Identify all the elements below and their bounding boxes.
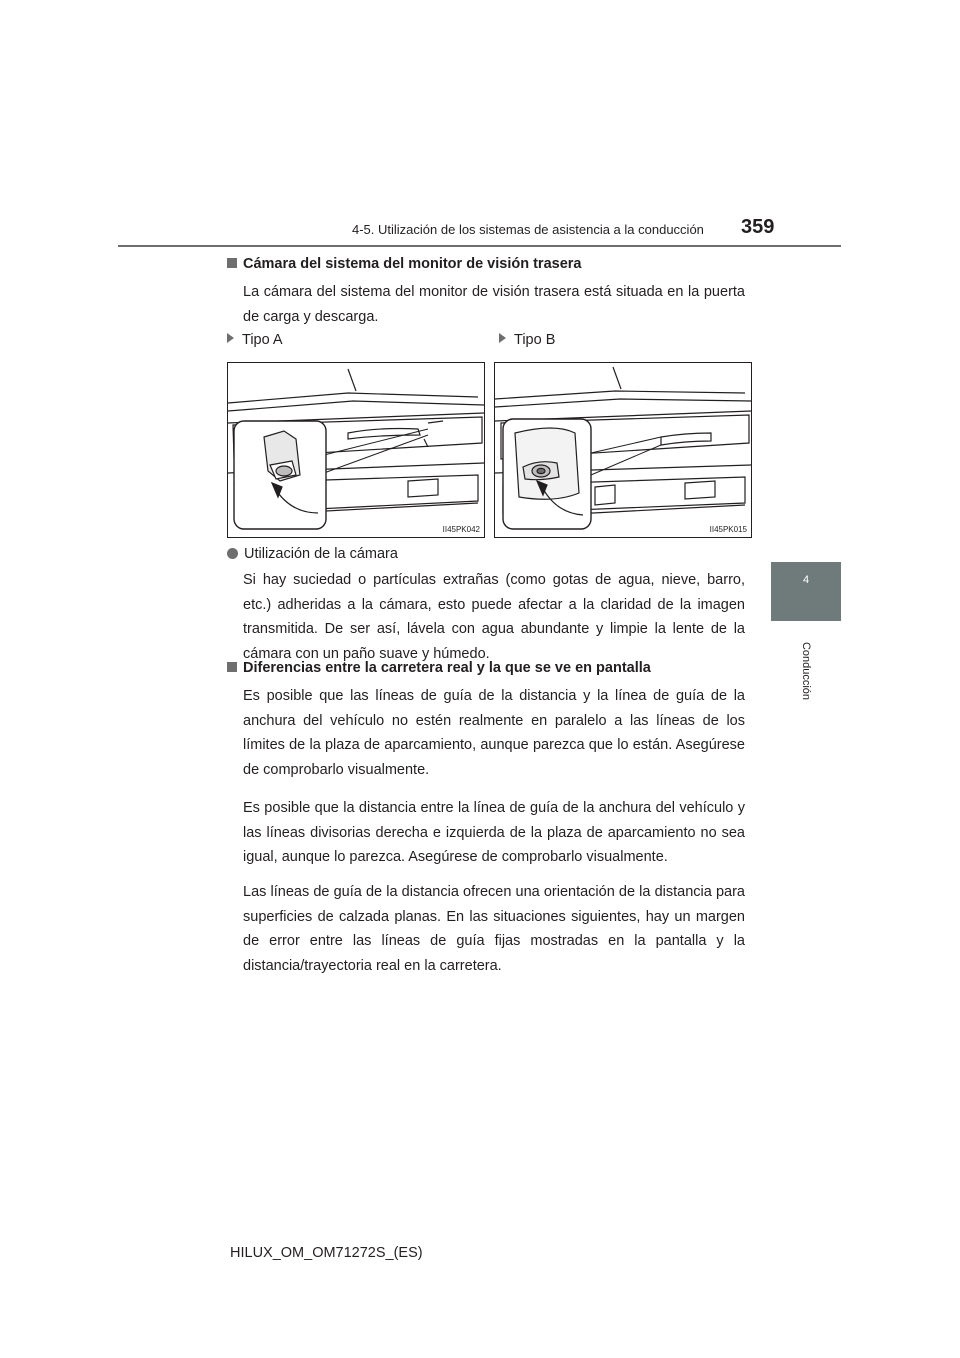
camera-heading-text: Cámara del sistema del monitor de visión trasera [243,256,582,272]
type-b-text: Tipo B [514,332,556,348]
chapter-label: Conducción [800,641,812,701]
differences-paragraph-3: Las líneas de guía de la distancia ofrecen una orientación de la distancia para superficies de calzada planas. En las situaciones siguientes, hay un margen de error entre las líneas de guía fijas mostradas en la pantalla y la distancia/trayectoria real en la carretera. [243,884,745,974]
camera-paragraph: La cámara del sistema del monitor de visión trasera está situada en la puerta de carga y descarga. [243,284,745,325]
truck-tailgate-illustration [495,363,751,537]
section-header: 4-5. Utilización de los sistemas de asistencia a la conducción [352,222,704,237]
header-rule [118,245,841,247]
truck-tailgate-illustration [228,363,484,537]
differences-paragraph-2: Es posible que la distancia entre la línea de guía de la anchura del vehículo y las líneas divisorias derecha e izquierda de la plaza de aparcamiento no sea igual, aunque lo parezca. Asegúrese de comprobarlo visualmente. [243,800,745,865]
figure-type-a [227,362,485,538]
type-b-label [499,332,555,348]
page-number: 359 [741,216,775,238]
usage-paragraph: Si hay suciedad o partículas extrañas (como gotas de agua, nieve, barro, etc.) adheridas a la cámara, esto puede afectar a la claridad de la imagen transmitida. De ser así, lávela con agua abundante y limpie la lente de la cámara con un paño suave y húmedo. [243,572,745,662]
camera-heading [227,256,581,272]
chapter-tab[interactable] [771,562,841,621]
square-bullet-icon [227,258,237,268]
type-a-label [227,332,283,348]
document-code: HILUX_OM_OM71272S_(ES) [230,1245,423,1261]
triangle-bullet-icon [227,333,234,343]
type-a-text: Tipo A [242,332,283,348]
figure-type-b [494,362,752,538]
circle-bullet-icon [227,548,238,559]
differences-paragraph-1: Es posible que las líneas de guía de la distancia y la línea de guía de la anchura del vehículo no estén realmente en paralelo a las líneas de los límites de la plaza de aparcamiento, aunque parezca que lo están. Asegúrese de comprobarlo visualmente. [243,688,745,778]
differences-heading [227,660,651,676]
figure-code: II45PK042 [442,525,480,534]
triangle-bullet-icon [499,333,506,343]
square-bullet-icon [227,662,237,672]
differences-heading-text: Diferencias entre la carretera real y la que se ve en pantalla [243,660,651,676]
usage-heading [227,546,398,562]
chapter-number: 4 [802,574,810,586]
figure-code: II45PK015 [709,525,747,534]
usage-heading-text: Utilización de la cámara [244,546,398,562]
